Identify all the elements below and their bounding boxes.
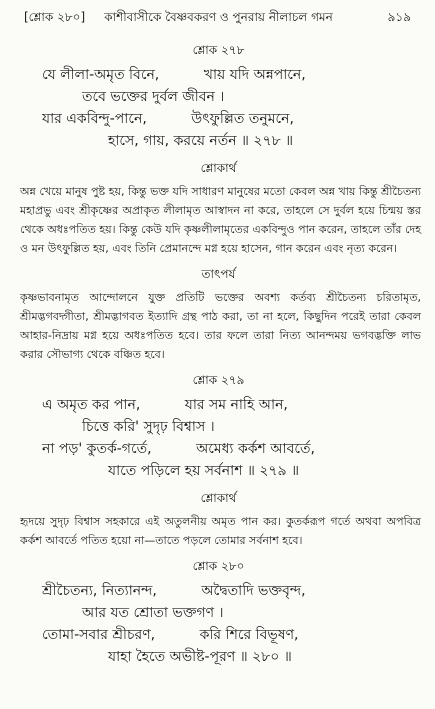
verse-text xyxy=(16,64,421,152)
verse-line: যার একবিন্দু-পানে, উৎফুল্লিত তনুমনে, xyxy=(42,111,294,127)
verse-line: তোমা-সবার শ্রীচরণ, করি শিরে বিভূষণ, xyxy=(42,627,299,643)
verse-heading: শ্লোক ২৭৮ xyxy=(192,43,245,57)
purport-text: কৃষ্ণভাবনামৃত আন্দোলনে যুক্ত প্রতিটি ভক্তের অবশ্য কর্তব্য শ্রীচৈতন্য চরিতামৃত, শ্রীমদ্ভগবদ্গীতা, শ্রীমদ্ভাগবত ইত্যাদি গ্রন্থ পাঠ করা, তা না হলে, কিছুদিন পরেই তারা কেবল আহার-নিদ্রায় মগ্ন হয়ে অধঃপতিত হবে। তার ফলে তারা নিত্য আনন্দময় ভগবদ্ভক্তি লাভ করার সৌভাগ্য থেকে বঞ্চিত হবে। xyxy=(20,291,421,361)
verse-line: যাহা হৈতে অভীষ্ট-পূরণ ॥ ২৮০ ॥ xyxy=(108,649,292,665)
verse-text xyxy=(16,394,421,482)
verse-line: না পড়' কুতর্ক-গর্তে, অমেধ্য কর্কশ আবর্তে, xyxy=(42,441,315,457)
translation-heading: শ্লোকার্থ xyxy=(200,161,237,175)
verse-text xyxy=(16,580,421,668)
verse-heading: শ্লোক ২৭৯ xyxy=(192,373,245,387)
verse-line: শ্রীচৈতন্য, নিত্যানন্দ, অদ্বৈতাদি ভক্তবৃন্দ, xyxy=(42,583,306,599)
verse-line: এ অমৃত কর পান, যার সম নাহি আন, xyxy=(42,397,288,413)
verse-line: হাসে, গায়, করয়ে নর্তন ॥ ২৭৮ ॥ xyxy=(108,133,294,149)
verse-line: যাতে পড়িলে হয় সর্বনাশ ॥ ২৭৯ ॥ xyxy=(108,463,299,479)
header-chapter-title: কাশীবাসীকে বৈষ্ণবকরণ ও পুনরায় নীলাচল গমন xyxy=(104,10,333,24)
translation-text: হৃদয়ে সুদৃঢ় বিশ্বাস সহকারে এই অতুলনীয় অমৃত পান কর। কুতর্করূপ গর্তে অথবা অপবিত্র কর্কশ আবর্তে পতিত হয়ো না—তাতে পড়লে তোমার সর্বনাশ হবে। xyxy=(20,515,421,547)
purport-heading: তাৎপর্য xyxy=(201,267,236,281)
page-number: ৯১৯ xyxy=(387,10,411,24)
verse-line: চিত্তে করি' সুদৃঢ় বিশ্বাস । xyxy=(82,419,215,435)
verse-line: যে লীলা-অমৃত বিনে, খায় যদি অন্নপানে, xyxy=(42,67,306,83)
translation-text: অন্ন খেয়ে মানুষ পুষ্ট হয়, কিন্তু ভক্ত যদি সাধারণ মানুষের মতো কেবল অন্ন খায় কিন্তু শ্রীচৈতন্য মহাপ্রভু এবং শ্রীকৃষ্ণের অপ্রাকৃত লীলামৃত আস্বাদন না করে, তাহলে সে দুর্বল হয়ে চিন্ময় স্তর থেকে অধঃপতিত হয়। কিন্তু কেউ যদি কৃষ্ণলীলামৃতের একবিন্দুও পান করেন, তাহলে তাঁর দেহ ও মন উৎফুল্লিত হয়, এবং তিনি প্রেমানন্দে মগ্ন হয়ে হাসেন, গান করেন এবং নৃত্য করেন। xyxy=(20,185,421,255)
verse-heading: শ্লোক ২৮০ xyxy=(192,559,245,573)
verse-line: আর যত শ্রোতা ভক্তগণ । xyxy=(82,605,224,621)
verse-line: তবে ভক্তের দুর্বল জীবন । xyxy=(82,89,225,105)
translation-heading: শ্লোকার্থ xyxy=(200,491,237,505)
running-header xyxy=(16,0,421,30)
header-verse-ref: [শ্লোক ২৮০] xyxy=(24,10,86,24)
